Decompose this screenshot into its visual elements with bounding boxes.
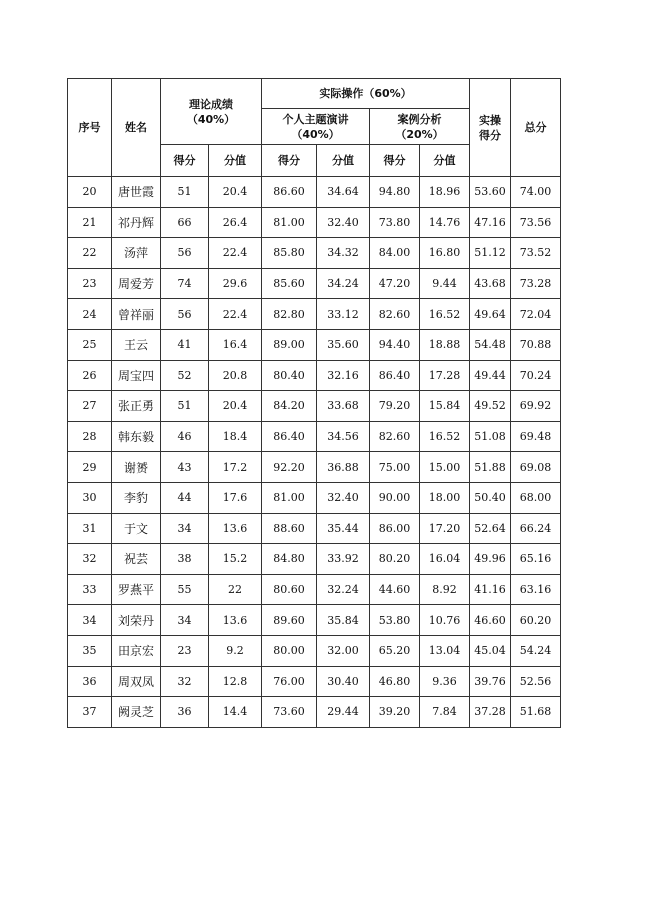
cell-total: 60.20	[511, 605, 561, 636]
cell-case-score: 94.40	[370, 329, 420, 360]
cell-speech-score: 84.80	[262, 544, 317, 575]
cell-case-score: 73.80	[370, 207, 420, 238]
cell-theory-score: 34	[161, 513, 209, 544]
cell-seq: 26	[68, 360, 112, 391]
cell-speech-weighted: 32.00	[317, 635, 370, 666]
header-speech-title: 个人主题演讲	[282, 112, 349, 126]
cell-speech-score: 82.80	[262, 299, 317, 330]
cell-case-weighted: 9.36	[420, 666, 470, 697]
cell-name: 于文	[112, 513, 161, 544]
cell-name: 韩东毅	[112, 421, 161, 452]
cell-case-weighted: 17.28	[420, 360, 470, 391]
cell-case-score: 80.20	[370, 544, 420, 575]
table-row	[68, 635, 561, 666]
cell-practical-score: 53.60	[470, 177, 511, 208]
cell-case-weighted: 15.84	[420, 391, 470, 422]
cell-total: 74.00	[511, 177, 561, 208]
cell-practical-score: 51.08	[470, 421, 511, 452]
cell-name: 罗燕平	[112, 574, 161, 605]
table-row	[68, 299, 561, 330]
cell-case-score: 86.00	[370, 513, 420, 544]
cell-case-score: 39.20	[370, 697, 420, 728]
header-practical-score-line2: 得分	[479, 128, 502, 142]
header-theory-title: 理论成绩	[189, 97, 233, 111]
cell-theory-weighted: 22	[209, 574, 262, 605]
cell-name: 祁丹辉	[112, 207, 161, 238]
cell-theory-weighted: 13.6	[209, 605, 262, 636]
cell-speech-score: 81.00	[262, 207, 317, 238]
table-row	[68, 666, 561, 697]
cell-case-score: 75.00	[370, 452, 420, 483]
cell-case-score: 79.20	[370, 391, 420, 422]
cell-total: 65.16	[511, 544, 561, 575]
cell-speech-score: 80.00	[262, 635, 317, 666]
cell-name: 李豹	[112, 482, 161, 513]
cell-practical-score: 39.76	[470, 666, 511, 697]
header-name: 姓名	[112, 79, 161, 177]
header-speech-score: 得分	[262, 145, 317, 177]
cell-theory-weighted: 29.6	[209, 268, 262, 299]
cell-practical-score: 47.16	[470, 207, 511, 238]
cell-case-score: 44.60	[370, 574, 420, 605]
cell-case-score: 90.00	[370, 482, 420, 513]
cell-name: 曾祥丽	[112, 299, 161, 330]
cell-practical-score: 37.28	[470, 697, 511, 728]
table-row	[68, 697, 561, 728]
cell-total: 52.56	[511, 666, 561, 697]
cell-theory-weighted: 17.2	[209, 452, 262, 483]
score-table	[67, 78, 561, 728]
cell-total: 51.68	[511, 697, 561, 728]
header-theory	[161, 79, 262, 145]
cell-theory-weighted: 18.4	[209, 421, 262, 452]
cell-theory-weighted: 20.8	[209, 360, 262, 391]
header-theory-weight: （40%）	[186, 112, 236, 126]
cell-name: 谢赟	[112, 452, 161, 483]
cell-seq: 21	[68, 207, 112, 238]
cell-seq: 33	[68, 574, 112, 605]
cell-total: 63.16	[511, 574, 561, 605]
cell-theory-weighted: 20.4	[209, 177, 262, 208]
header-theory-weighted: 分值	[209, 145, 262, 177]
cell-theory-score: 52	[161, 360, 209, 391]
table-row	[68, 329, 561, 360]
cell-case-weighted: 10.76	[420, 605, 470, 636]
cell-practical-score: 49.52	[470, 391, 511, 422]
cell-total: 69.08	[511, 452, 561, 483]
cell-total: 72.04	[511, 299, 561, 330]
cell-theory-score: 74	[161, 268, 209, 299]
table-row	[68, 177, 561, 208]
cell-theory-weighted: 12.8	[209, 666, 262, 697]
cell-theory-weighted: 22.4	[209, 299, 262, 330]
cell-theory-score: 36	[161, 697, 209, 728]
cell-speech-weighted: 35.44	[317, 513, 370, 544]
cell-speech-weighted: 33.68	[317, 391, 370, 422]
cell-speech-weighted: 33.92	[317, 544, 370, 575]
cell-seq: 32	[68, 544, 112, 575]
cell-speech-score: 89.60	[262, 605, 317, 636]
cell-theory-score: 41	[161, 329, 209, 360]
cell-total: 70.88	[511, 329, 561, 360]
cell-practical-score: 54.48	[470, 329, 511, 360]
cell-case-weighted: 13.04	[420, 635, 470, 666]
cell-theory-weighted: 20.4	[209, 391, 262, 422]
cell-practical-score: 52.64	[470, 513, 511, 544]
cell-speech-weighted: 32.16	[317, 360, 370, 391]
cell-theory-score: 56	[161, 299, 209, 330]
cell-speech-weighted: 36.88	[317, 452, 370, 483]
cell-name: 田京宏	[112, 635, 161, 666]
cell-case-weighted: 18.96	[420, 177, 470, 208]
cell-case-score: 84.00	[370, 238, 420, 269]
cell-speech-weighted: 30.40	[317, 666, 370, 697]
cell-theory-score: 51	[161, 391, 209, 422]
cell-case-score: 53.80	[370, 605, 420, 636]
cell-name: 周宝四	[112, 360, 161, 391]
table-row	[68, 605, 561, 636]
header-speech-weight: （40%）	[291, 127, 340, 141]
cell-practical-score: 49.96	[470, 544, 511, 575]
header-case-weighted: 分值	[420, 145, 470, 177]
cell-speech-score: 85.80	[262, 238, 317, 269]
cell-seq: 24	[68, 299, 112, 330]
cell-name: 阙灵芝	[112, 697, 161, 728]
table-row	[68, 238, 561, 269]
cell-case-score: 82.60	[370, 421, 420, 452]
cell-name: 祝芸	[112, 544, 161, 575]
table-row	[68, 574, 561, 605]
cell-name: 周爱芳	[112, 268, 161, 299]
cell-theory-weighted: 9.2	[209, 635, 262, 666]
table-row	[68, 360, 561, 391]
cell-case-score: 86.40	[370, 360, 420, 391]
cell-seq: 35	[68, 635, 112, 666]
cell-speech-score: 92.20	[262, 452, 317, 483]
cell-case-weighted: 16.04	[420, 544, 470, 575]
cell-case-weighted: 17.20	[420, 513, 470, 544]
cell-speech-weighted: 34.24	[317, 268, 370, 299]
cell-practical-score: 50.40	[470, 482, 511, 513]
table-row	[68, 544, 561, 575]
cell-theory-weighted: 15.2	[209, 544, 262, 575]
cell-theory-score: 34	[161, 605, 209, 636]
table-row	[68, 421, 561, 452]
cell-practical-score: 49.44	[470, 360, 511, 391]
cell-theory-score: 55	[161, 574, 209, 605]
cell-theory-weighted: 13.6	[209, 513, 262, 544]
cell-speech-score: 86.40	[262, 421, 317, 452]
table-row	[68, 482, 561, 513]
table-row	[68, 452, 561, 483]
cell-speech-weighted: 34.64	[317, 177, 370, 208]
header-practical-score-line1: 实操	[479, 113, 502, 127]
table-row	[68, 207, 561, 238]
cell-seq: 37	[68, 697, 112, 728]
cell-case-score: 65.20	[370, 635, 420, 666]
cell-speech-score: 80.60	[262, 574, 317, 605]
cell-case-weighted: 14.76	[420, 207, 470, 238]
cell-speech-score: 89.00	[262, 329, 317, 360]
cell-speech-weighted: 32.40	[317, 482, 370, 513]
cell-seq: 31	[68, 513, 112, 544]
cell-speech-weighted: 29.44	[317, 697, 370, 728]
cell-speech-score: 76.00	[262, 666, 317, 697]
cell-theory-score: 38	[161, 544, 209, 575]
cell-name: 刘荣丹	[112, 605, 161, 636]
cell-practical-score: 46.60	[470, 605, 511, 636]
cell-case-weighted: 15.00	[420, 452, 470, 483]
cell-case-weighted: 18.88	[420, 329, 470, 360]
cell-practical-score: 41.16	[470, 574, 511, 605]
cell-practical-score: 49.64	[470, 299, 511, 330]
cell-speech-weighted: 34.56	[317, 421, 370, 452]
cell-practical-score: 43.68	[470, 268, 511, 299]
cell-theory-score: 46	[161, 421, 209, 452]
cell-case-weighted: 16.80	[420, 238, 470, 269]
cell-theory-weighted: 22.4	[209, 238, 262, 269]
cell-theory-weighted: 17.6	[209, 482, 262, 513]
cell-speech-score: 80.40	[262, 360, 317, 391]
cell-speech-weighted: 32.40	[317, 207, 370, 238]
cell-speech-score: 88.60	[262, 513, 317, 544]
header-case-weight: （20%）	[395, 127, 444, 141]
cell-theory-score: 32	[161, 666, 209, 697]
cell-speech-score: 85.60	[262, 268, 317, 299]
cell-case-weighted: 9.44	[420, 268, 470, 299]
header-case-title: 案例分析	[397, 112, 442, 126]
cell-total: 66.24	[511, 513, 561, 544]
cell-seq: 28	[68, 421, 112, 452]
cell-theory-weighted: 14.4	[209, 697, 262, 728]
cell-speech-score: 73.60	[262, 697, 317, 728]
cell-total: 68.00	[511, 482, 561, 513]
header-speech-weighted: 分值	[317, 145, 370, 177]
cell-case-weighted: 8.92	[420, 574, 470, 605]
cell-case-weighted: 16.52	[420, 299, 470, 330]
cell-theory-score: 43	[161, 452, 209, 483]
cell-theory-score: 23	[161, 635, 209, 666]
cell-seq: 29	[68, 452, 112, 483]
cell-seq: 36	[68, 666, 112, 697]
table-row	[68, 513, 561, 544]
cell-practical-score: 51.12	[470, 238, 511, 269]
table-row	[68, 391, 561, 422]
header-case-score: 得分	[370, 145, 420, 177]
cell-speech-score: 86.60	[262, 177, 317, 208]
cell-name: 周双凤	[112, 666, 161, 697]
header-seq: 序号	[68, 79, 112, 177]
header-speech	[262, 109, 370, 145]
cell-theory-weighted: 26.4	[209, 207, 262, 238]
header-practical-score	[470, 79, 511, 177]
cell-total: 69.48	[511, 421, 561, 452]
cell-total: 69.92	[511, 391, 561, 422]
cell-speech-weighted: 34.32	[317, 238, 370, 269]
cell-name: 王云	[112, 329, 161, 360]
cell-case-score: 94.80	[370, 177, 420, 208]
cell-case-score: 82.60	[370, 299, 420, 330]
cell-theory-weighted: 16.4	[209, 329, 262, 360]
cell-case-weighted: 18.00	[420, 482, 470, 513]
cell-total: 73.28	[511, 268, 561, 299]
cell-theory-score: 66	[161, 207, 209, 238]
cell-case-weighted: 16.52	[420, 421, 470, 452]
cell-total: 54.24	[511, 635, 561, 666]
cell-case-score: 47.20	[370, 268, 420, 299]
cell-name: 汤萍	[112, 238, 161, 269]
cell-name: 唐世霞	[112, 177, 161, 208]
cell-name: 张正勇	[112, 391, 161, 422]
cell-practical-score: 51.88	[470, 452, 511, 483]
header-case	[370, 109, 470, 145]
table-body	[68, 177, 561, 728]
cell-total: 70.24	[511, 360, 561, 391]
cell-theory-score: 44	[161, 482, 209, 513]
cell-seq: 20	[68, 177, 112, 208]
cell-seq: 25	[68, 329, 112, 360]
cell-case-score: 46.80	[370, 666, 420, 697]
cell-total: 73.52	[511, 238, 561, 269]
cell-seq: 30	[68, 482, 112, 513]
cell-speech-weighted: 35.60	[317, 329, 370, 360]
cell-speech-score: 84.20	[262, 391, 317, 422]
cell-seq: 22	[68, 238, 112, 269]
cell-theory-score: 51	[161, 177, 209, 208]
cell-total: 73.56	[511, 207, 561, 238]
cell-seq: 34	[68, 605, 112, 636]
cell-speech-weighted: 35.84	[317, 605, 370, 636]
cell-seq: 27	[68, 391, 112, 422]
table-row	[68, 268, 561, 299]
cell-seq: 23	[68, 268, 112, 299]
cell-speech-weighted: 33.12	[317, 299, 370, 330]
cell-practical-score: 45.04	[470, 635, 511, 666]
header-total: 总分	[511, 79, 561, 177]
header-theory-score: 得分	[161, 145, 209, 177]
cell-theory-score: 56	[161, 238, 209, 269]
cell-speech-score: 81.00	[262, 482, 317, 513]
cell-speech-weighted: 32.24	[317, 574, 370, 605]
cell-case-weighted: 7.84	[420, 697, 470, 728]
header-practical: 实际操作（60%）	[262, 79, 470, 109]
